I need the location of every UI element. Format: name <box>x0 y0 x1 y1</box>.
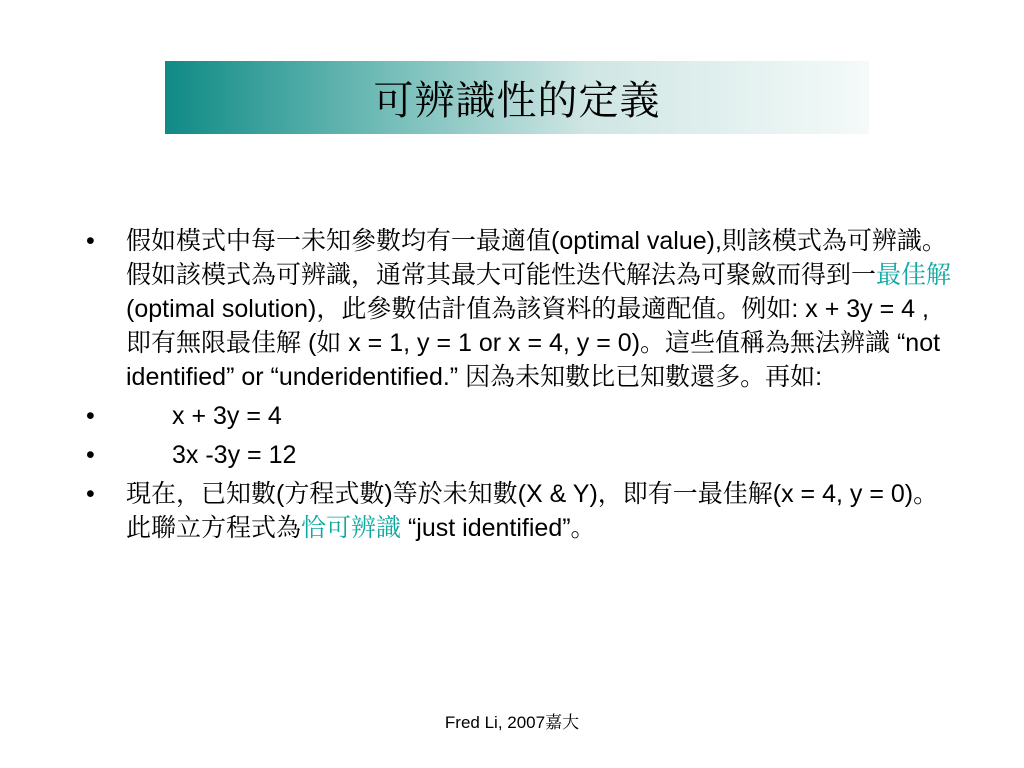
title-banner <box>165 61 869 134</box>
bullet-marker: • <box>86 402 95 430</box>
equation-text: 3x -3y = 12 <box>172 441 297 469</box>
footer-credit: Fred Li, 2007嘉大 <box>444 713 580 732</box>
bullet-text <box>126 227 951 391</box>
bullet-marker: • <box>86 227 95 255</box>
bullet-item-just-identified <box>86 477 956 545</box>
bullet-item-equation-2 <box>86 438 956 472</box>
bullet-text-part: 現在，已知數(方程式數)等於未知數(X & Y)，即有一最佳解(x = 4, y = 0)。此聯立方程式為 <box>126 480 939 542</box>
bullet-marker: • <box>86 480 95 508</box>
highlight-just-identified: 恰可辨識 <box>301 514 402 542</box>
slide-title: 可辨識性的定義 <box>373 78 661 124</box>
bullet-list <box>86 224 956 550</box>
bullet-text-part: (optimal solution)，此參數估計值為該資料的最適配值。例如: x + 3y = 4 , 即有無限最佳解 (如 x = 1, y = 1 or x = 4, y = 0)。這些值稱為無法辨識 “not identified” or “underidentified.” 因為未知數比已知數還多。再如: <box>126 295 941 391</box>
bullet-text-part: “just identified”。 <box>401 514 596 542</box>
bullet-item-equation-1 <box>86 399 956 433</box>
equation-text: x + 3y = 4 <box>172 402 282 430</box>
bullet-marker: • <box>86 441 95 469</box>
bullet-text-part: 假如模式中每一未知參數均有一最適值(optimal value),則該模式為可辨識。假如該模式為可辨識，通常其最大可能性迭代解法為可聚斂而得到一 <box>126 227 947 289</box>
bullet-text <box>126 480 938 542</box>
highlight-optimal-solution: 最佳解 <box>876 261 952 289</box>
bullet-item-definition <box>86 224 956 394</box>
